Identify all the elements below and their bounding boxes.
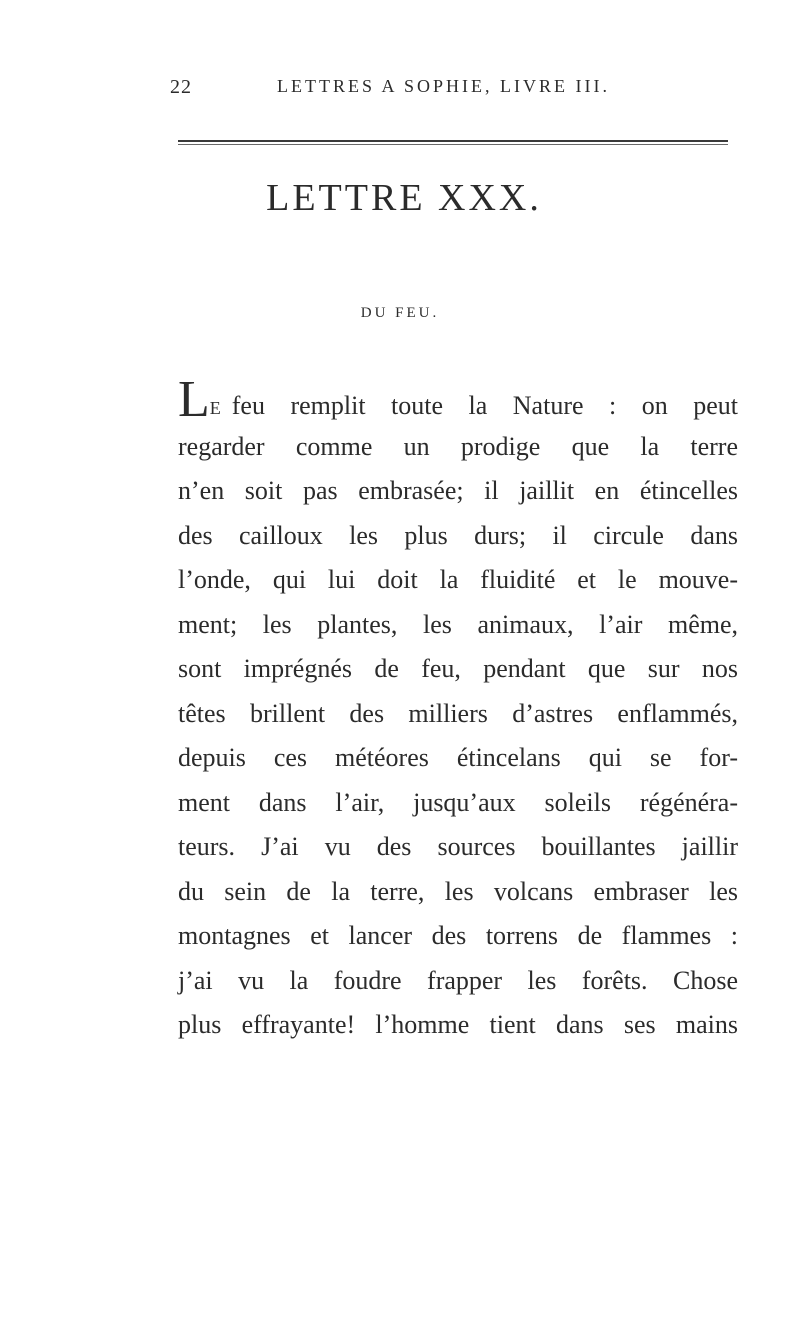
header-rule	[178, 140, 728, 142]
text-line-13: montagnes et lancer des torrens de flammes :	[178, 921, 738, 950]
drop-cap: L	[178, 371, 210, 428]
text-line-11: teurs. J’ai vu des sources bouillantes jaillir	[178, 832, 738, 861]
text-line-6: ment; les plantes, les animaux, l’air même,	[178, 609, 738, 639]
text-line-1: LE feu remplit toute la Nature : on peut	[178, 371, 738, 428]
running-title: LETTRES A SOPHIE, LIVRE III.	[277, 76, 610, 96]
text-line-15: plus effrayante! l’homme tient dans ses mains	[178, 1010, 738, 1039]
letter-title: LETTRE XXX.	[266, 177, 542, 219]
text-line-9: depuis ces météores étincelans qui se for-	[178, 743, 738, 772]
text-line-3: n’en soit pas embrasée; il jaillit en étincelles	[178, 476, 738, 505]
small-cap: E	[209, 398, 222, 418]
text-line-12: du sein de la terre, les volcans embraser les	[178, 876, 738, 906]
running-head	[170, 76, 730, 98]
text-line-7: sont imprégnés de feu, pendant que sur nos	[178, 654, 738, 683]
text-line-5: l’onde, qui lui doit la fluidité et le mouve-	[178, 565, 738, 594]
letter-subtitle: DU FEU.	[360, 305, 440, 321]
page-number: 22	[170, 76, 192, 98]
text-line-2: regarder comme un prodige que la terre	[178, 431, 738, 461]
body-text	[178, 371, 738, 1048]
text-line-14: j’ai vu la foudre frapper les forêts. Chose	[178, 965, 738, 995]
text-line-4: des cailloux les plus durs; il circule dans	[178, 520, 738, 550]
text-line-10: ment dans l’air, jusqu’aux soleils régénéra-	[178, 787, 738, 817]
text-line-8: têtes brillent des milliers d’astres enflammés,	[178, 698, 738, 728]
